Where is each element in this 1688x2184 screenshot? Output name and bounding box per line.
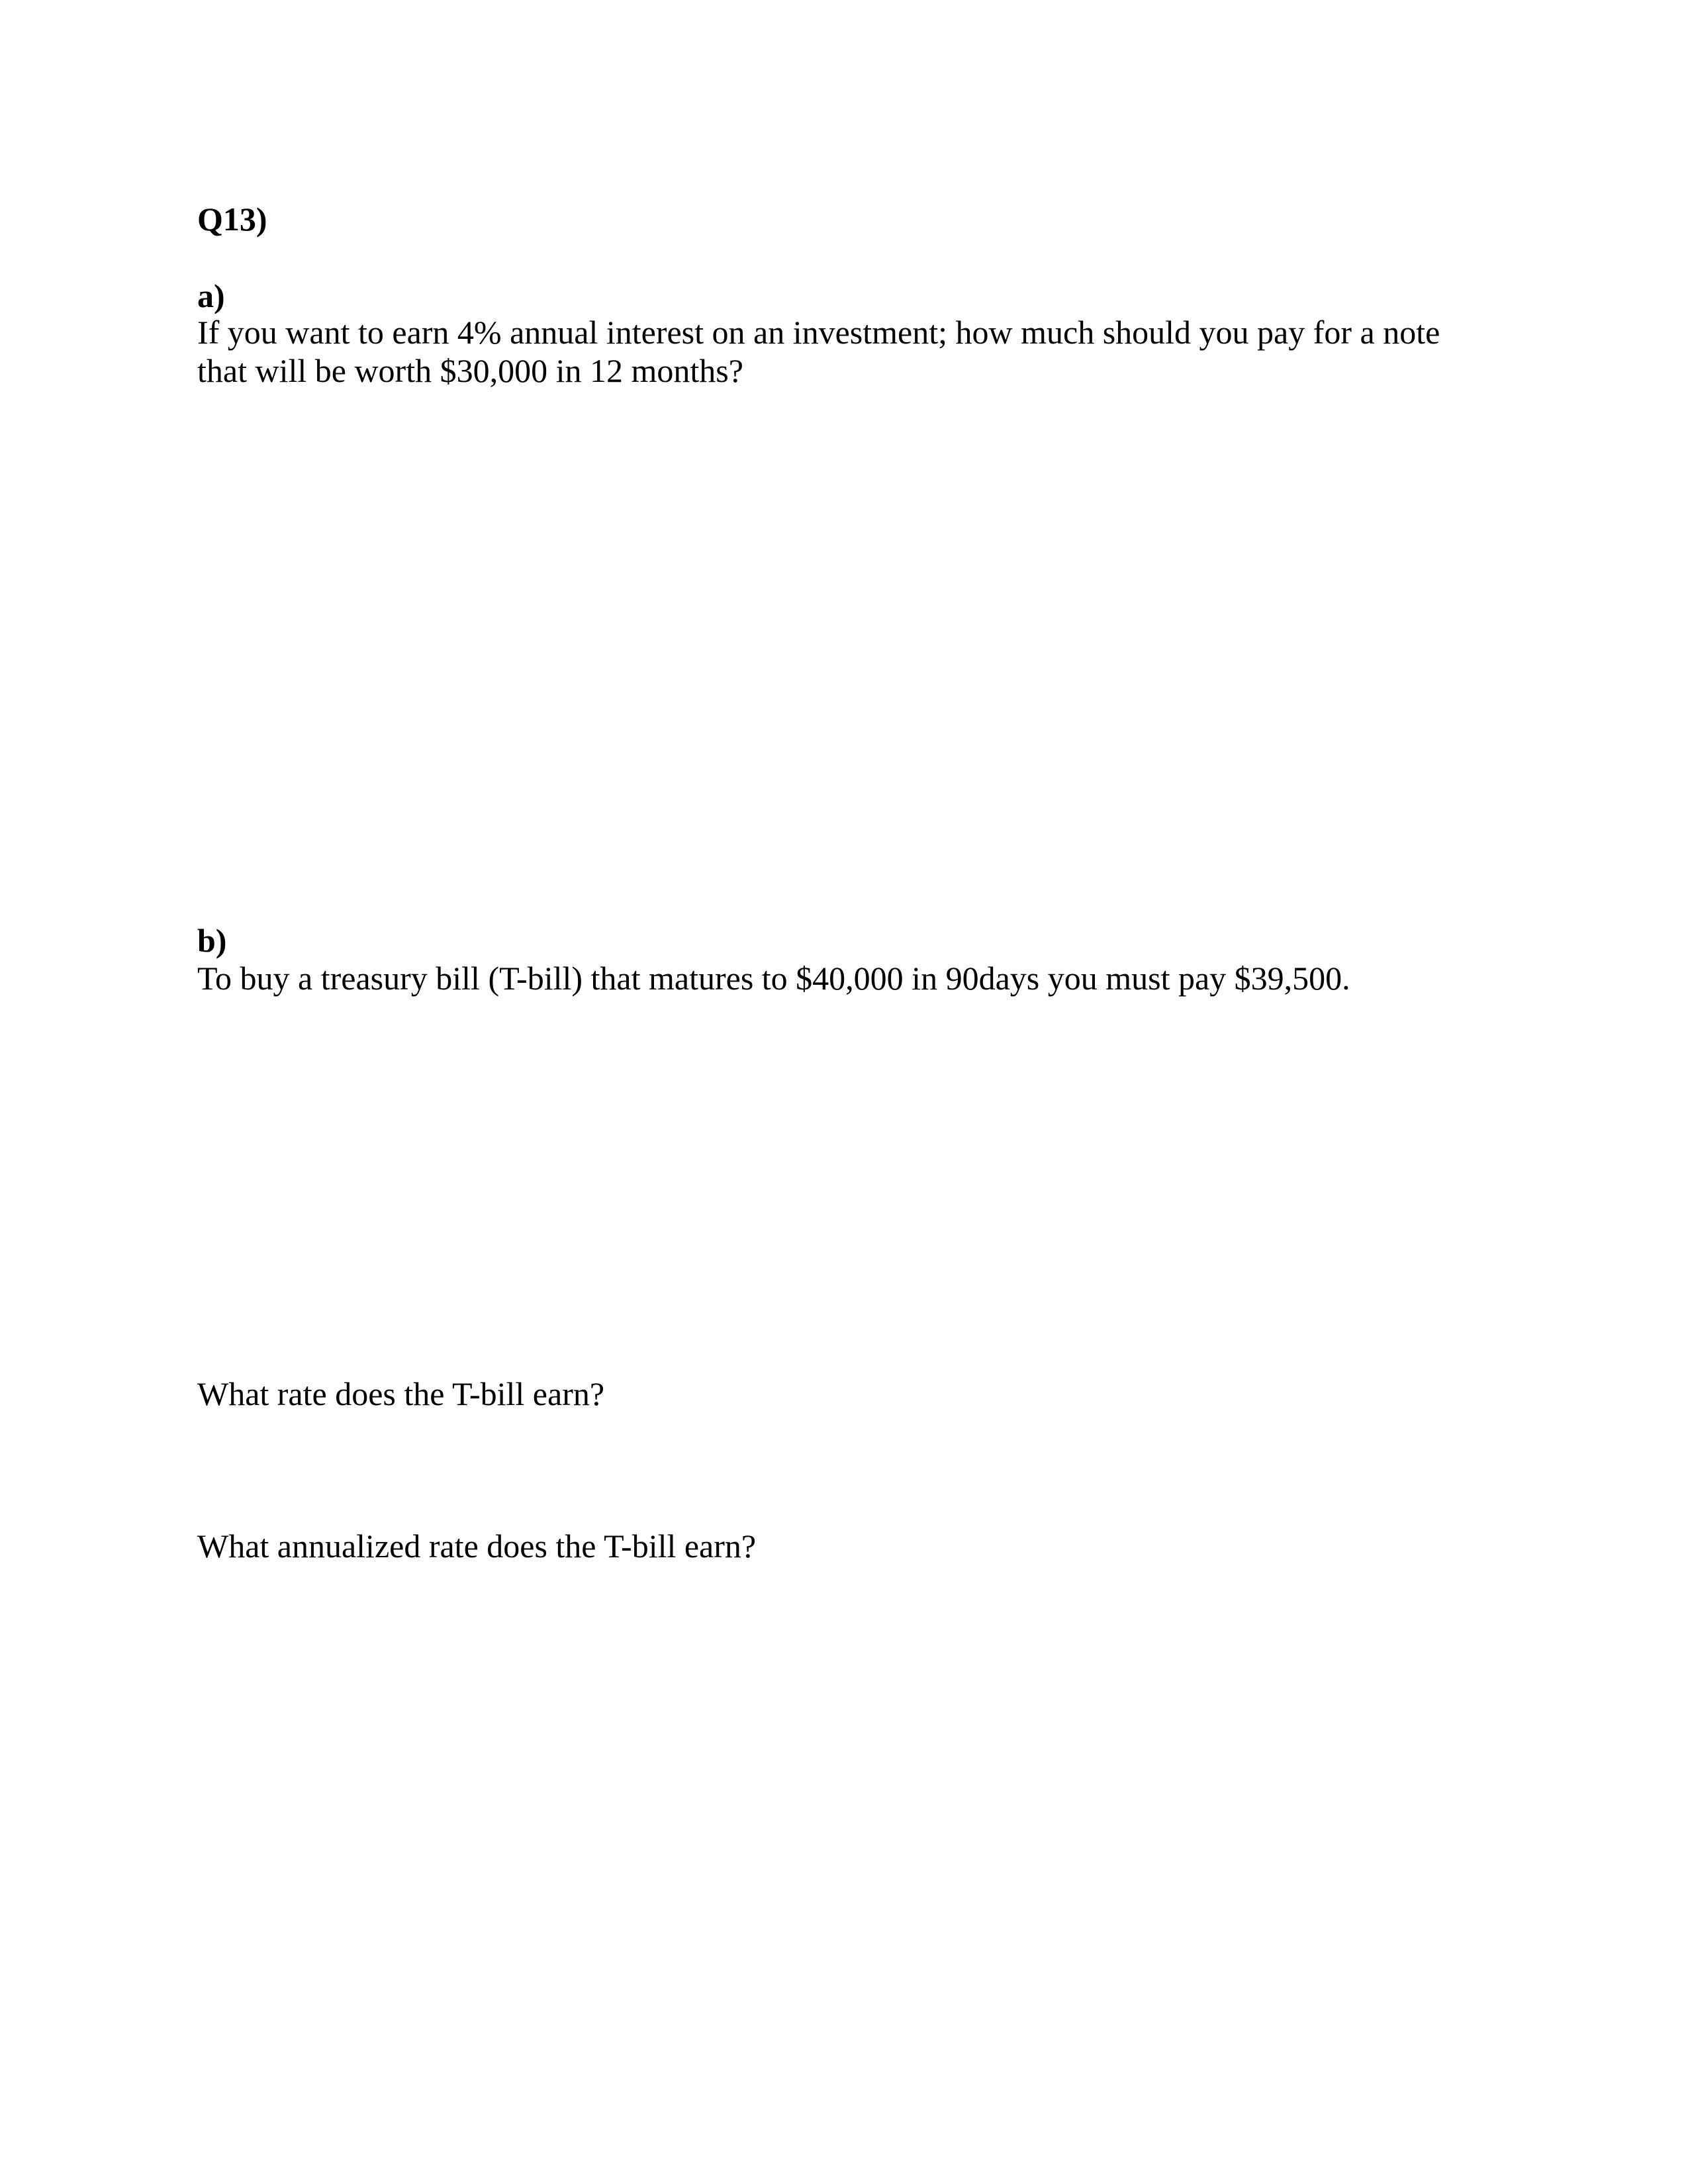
part-b-sub-question-rate: What rate does the T-bill earn? [197,1375,605,1412]
part-b-label: b) [197,922,227,959]
part-b-sub-question-annualized-rate: What annualized rate does the T-bill earn? [197,1527,757,1565]
part-a-text-line-2: that will be worth $30,000 in 12 months? [197,352,743,389]
part-b-text: To buy a treasury bill (T-bill) that matures to $40,000 in 90days you must pay $39,500. [197,960,1350,997]
part-a-label: a) [197,277,225,314]
part-a-text-line-1: If you want to earn 4% annual interest on an investment; how much should you pay for a note [197,314,1440,351]
question-number: Q13) [197,201,267,238]
